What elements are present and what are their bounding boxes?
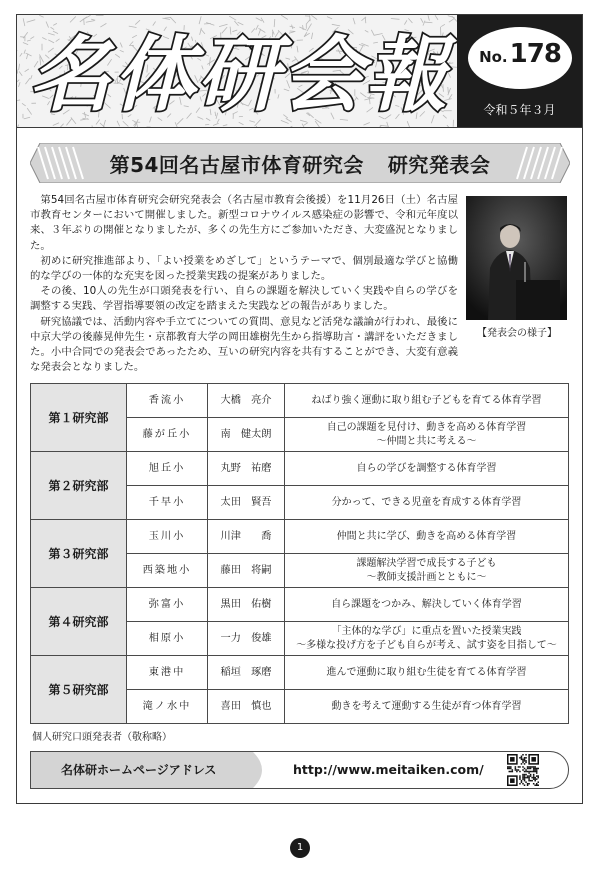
page-number: 1: [290, 838, 310, 858]
research-theme: [285, 418, 569, 452]
school-name: 西築地小: [127, 554, 208, 588]
issue-number-badge: [468, 27, 572, 89]
issue-date: 令和５年３月: [483, 103, 556, 117]
research-theme-line: 分かって、できる児童を育成する体育学習: [331, 496, 522, 508]
table-note: 個人研究口頭発表者（敬称略）: [32, 732, 172, 743]
banner-headline-main: 第54回名古屋市体育研究会: [109, 152, 364, 177]
school-name: 旭丘小: [127, 452, 208, 486]
research-theme: [285, 656, 569, 690]
research-theme-line: 自ら課題をつかみ、解決していく体育学習: [331, 598, 522, 610]
homepage-url-link[interactable]: http://www.meitaiken.com/: [293, 762, 484, 777]
school-name: 弥富小: [127, 588, 208, 622]
banner-headline-sub: 研究発表会: [387, 152, 491, 177]
research-theme: [285, 588, 569, 622]
research-theme-line: 課題解決学習で成長する子ども: [356, 557, 497, 569]
presenter-name: 南 健太朗: [208, 418, 285, 452]
homepage-bar: [30, 751, 569, 789]
research-theme: [285, 384, 569, 418]
masthead: [17, 15, 582, 127]
school-name: 千早小: [127, 486, 208, 520]
masthead-title-text: 名体研会報: [29, 28, 449, 123]
photo-caption: 【発表会の様子】: [477, 328, 557, 339]
presenter-name: 藤田 将嗣: [208, 554, 285, 588]
presenter-name: 喜田 慎也: [208, 690, 285, 724]
research-theme-line: 動きを考えて運動する生徒が育つ体育学習: [331, 700, 522, 712]
research-theme: [285, 520, 569, 554]
group-label: 第１研究部: [31, 384, 127, 452]
research-theme: [285, 554, 569, 588]
article-paragraph: 第54回名古屋市体育研究会研究発表会（名古屋市教育会後援）を11月26日（土）名古屋市教育センターにおいて開催しました。新型コロナウイルス感染症の影響で、令和元年度以来、３年ぶりの開催となりましたが、多くの先生方にご参加いただき、大変盛況となりました。: [30, 194, 458, 252]
school-name: 玉川小: [127, 520, 208, 554]
research-theme-line: 仲間と共に学び、動きを高める体育学習: [336, 530, 517, 542]
research-theme: [285, 452, 569, 486]
article-paragraph: その後、10人の先生が口頭発表を行い、自らの課題を解決していく実践や自らの学びを調整する実践、学習指導要領の改定を踏まえた実践などの報告がありました。: [30, 285, 458, 313]
research-theme: [285, 486, 569, 520]
group-label: 第４研究部: [31, 588, 127, 656]
presenter-name: 一力 俊雄: [208, 622, 285, 656]
homepage-label: 名体研ホームページアドレス: [61, 763, 217, 777]
research-table: [30, 383, 569, 724]
research-theme-subtitle: ～仲間と共に考える～: [376, 435, 477, 447]
research-theme: [285, 622, 569, 656]
group-label: 第２研究部: [31, 452, 127, 520]
research-theme: [285, 690, 569, 724]
presenter-name: 丸野 祐磨: [208, 452, 285, 486]
table-row: [31, 452, 569, 486]
presenter-name: 太田 賢吾: [208, 486, 285, 520]
school-name: 滝ノ水中: [127, 690, 208, 724]
masthead-divider: [17, 127, 582, 128]
research-theme-line: ねばり強く運動に取り組む子どもを育てる体育学習: [311, 394, 542, 406]
research-theme-line: 「主体的な学び」に重点を置いた授業実践: [331, 625, 522, 637]
group-label: 第３研究部: [31, 520, 127, 588]
research-theme-subtitle: ～多様な投げ方を子ども自らが考え、試す姿を目指して～: [296, 639, 557, 651]
table-row: [31, 588, 569, 622]
school-name: 東港中: [127, 656, 208, 690]
table-row: [31, 520, 569, 554]
research-theme-line: 自己の課題を見付け、動きを高める体育学習: [326, 421, 527, 433]
presenter-name: 川津 喬: [208, 520, 285, 554]
article-paragraph: 初めに研究推進部より、「よい授業をめざして」というテーマで、個別最適な学びと協働的な学びの一体的な充実を図った授業実践の提案がありました。: [30, 254, 458, 283]
group-label: 第５研究部: [31, 656, 127, 724]
research-theme-line: 自らの学びを調整する体育学習: [356, 462, 497, 474]
masthead-title: [21, 19, 457, 123]
school-name: 相原小: [127, 622, 208, 656]
presenter-name: 稲垣 琢磨: [208, 656, 285, 690]
research-theme-line: 進んで運動に取り組む生徒を育てる体育学習: [326, 666, 527, 678]
school-name: 香流小: [127, 384, 208, 418]
issue-number: 178: [509, 39, 561, 69]
qr-code-icon[interactable]: [507, 754, 539, 786]
table-row: [31, 384, 569, 418]
presenter-name: 大橋 亮介: [208, 384, 285, 418]
presentation-photo: [466, 196, 567, 320]
school-name: 藤が丘小: [127, 418, 208, 452]
banner-headline: [30, 143, 570, 183]
masthead-issue-panel: [457, 15, 582, 127]
table-row: [31, 656, 569, 690]
presenter-name: 黒田 佑樹: [208, 588, 285, 622]
headline-banner: [30, 143, 570, 183]
presenter-figure: [466, 196, 567, 320]
article-paragraph: 研究協議では、活動内容や手立てについての質問、意見など活発な議論が行われ、最後に中京大学の後藤晃伸先生・京都教育大学の岡田雄樹先生から指導助言・講評をいただきました。小中合同での発表会であったため、互いの研究内容を共有することができ、大変有意義な発表会となりました。: [30, 315, 458, 374]
issue-prefix: No.: [479, 48, 508, 66]
article-body: [30, 193, 458, 375]
research-theme-subtitle: ～教師支援計画とともに～: [366, 571, 487, 583]
